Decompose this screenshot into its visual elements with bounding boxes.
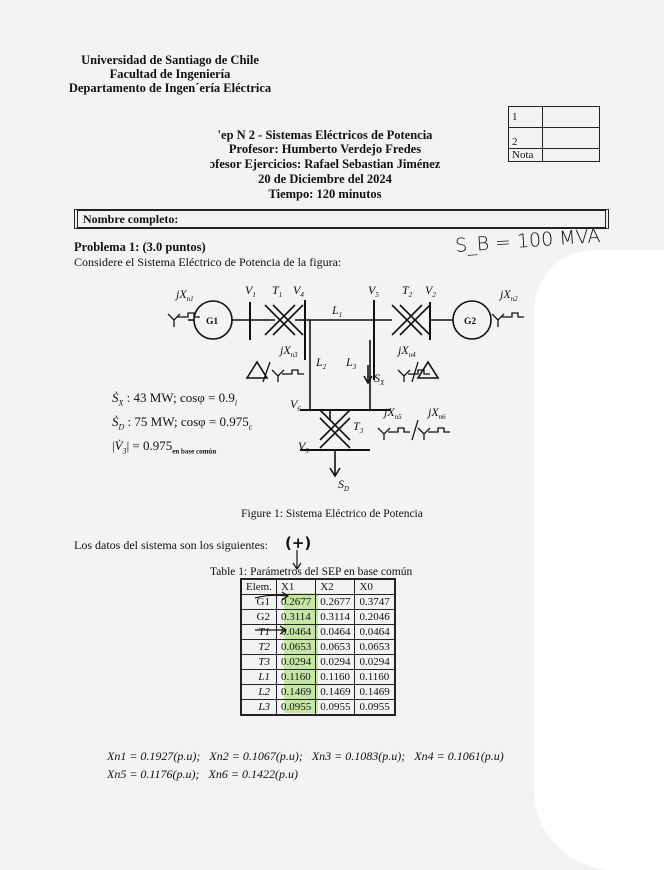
problem-title: Problema 1: (3.0 puntos) bbox=[74, 240, 206, 254]
full-name-field bbox=[74, 209, 609, 229]
svg-text:L1: $L_1$ bbox=[332, 303, 343, 319]
value-cell: 0.3747 bbox=[355, 595, 395, 610]
svg-text:V1: $V_1$ bbox=[245, 283, 256, 299]
jxn2-label: jX bbox=[500, 287, 511, 301]
v1-label: V bbox=[245, 283, 253, 297]
reactances-line-1 bbox=[107, 749, 504, 764]
value-cell: 0.0464 bbox=[276, 625, 315, 640]
g2-label: G2 bbox=[464, 317, 477, 327]
exam-time: Tiempo: 120 minutos bbox=[268, 187, 382, 201]
grade-cell-1 bbox=[543, 107, 600, 128]
svg-text:T1: $T_1$ bbox=[272, 283, 283, 299]
problem-statement: Considere el Sistema Eléctrico de Potencia de la figura: bbox=[74, 255, 342, 269]
element-name-cell: T2 bbox=[241, 640, 276, 655]
header-x1: X1 bbox=[276, 579, 315, 595]
svg-text:L2: $L_2$ bbox=[316, 355, 327, 371]
table-row bbox=[241, 655, 395, 670]
jxn1-sub: n1 bbox=[186, 295, 194, 303]
t3-label: T bbox=[353, 419, 360, 433]
header-x0: X0 bbox=[355, 579, 395, 595]
xn3-value: Xn3 = 0.1083(p.u); bbox=[311, 749, 406, 763]
xn5-value: Xn5 = 0.1176(p.u); bbox=[107, 767, 200, 781]
element-name-cell: G2 bbox=[241, 610, 276, 625]
element-name-cell: L3 bbox=[241, 700, 276, 716]
figure-caption: Figure 1: Sistema Eléctrico de Potencia bbox=[241, 508, 423, 520]
sx-data: Ṡ$_X$ : 43 MW; $\cos\varphi = 0.9_i$ bbox=[112, 390, 238, 408]
value-cell: 0.3114 bbox=[316, 610, 355, 625]
value-cell: 0.1469 bbox=[316, 685, 355, 700]
xn2-value: Xn2 = 0.1067(p.u); bbox=[209, 749, 303, 763]
one-line-diagram bbox=[100, 270, 550, 500]
sx-bus-label: S bbox=[374, 371, 380, 385]
xn6-value: Xn6 = 0.1422(p.u) bbox=[208, 767, 298, 781]
jxn3-label: jX bbox=[280, 343, 291, 357]
table-row bbox=[241, 640, 395, 655]
grade-cell-nota bbox=[543, 149, 600, 162]
value-cell: 0.1160 bbox=[355, 670, 395, 685]
table-caption: Table 1: Parámetros del SEP en base común bbox=[210, 566, 413, 578]
svg-text:V2: $V_2$ bbox=[425, 283, 436, 299]
svg-text:T3: $T_3$ bbox=[353, 419, 364, 435]
value-cell: 0.0294 bbox=[316, 655, 355, 670]
svg-text:jXn1 bbox=[174, 287, 194, 303]
value-cell: 0.3114 bbox=[276, 610, 315, 625]
jxn4-label: jX bbox=[398, 343, 409, 357]
department-name: Departamento de Ingen´ería Eléctrica bbox=[68, 81, 272, 95]
element-name-cell: G1 bbox=[241, 595, 276, 610]
svg-text:V3: $V_3$ bbox=[298, 439, 309, 455]
jxn6-label: jX bbox=[428, 405, 439, 419]
grade-label-1: 1 bbox=[509, 107, 543, 128]
jxn1-label: jX bbox=[176, 287, 187, 301]
g1-label: G1 bbox=[206, 317, 219, 327]
value-cell: 0.1160 bbox=[276, 670, 315, 685]
reactances-line-2 bbox=[107, 767, 298, 782]
value-cell: 0.0653 bbox=[316, 640, 355, 655]
v4-label: V bbox=[293, 283, 301, 297]
value-cell: 0.2677 bbox=[316, 595, 355, 610]
element-name-cell: T1 bbox=[241, 625, 276, 640]
svg-text:SD: $S_D$ bbox=[338, 477, 350, 493]
value-cell: 0.0464 bbox=[316, 625, 355, 640]
university-name: Universidad de Santiago de Chile bbox=[81, 53, 259, 67]
value-cell: 0.1469 bbox=[276, 685, 315, 700]
grade-label-2: 2 bbox=[509, 128, 543, 149]
value-cell: 0.1469 bbox=[355, 685, 395, 700]
handwritten-mark: (+) bbox=[285, 534, 312, 552]
value-cell: 0.0653 bbox=[355, 640, 395, 655]
value-cell: 0.0294 bbox=[355, 655, 395, 670]
full-name-label: Nombre completo: bbox=[83, 212, 179, 226]
grade-box bbox=[508, 106, 600, 162]
table-row bbox=[241, 670, 395, 685]
exam-date: 20 de Diciembre del 2024 bbox=[258, 172, 392, 186]
element-name-cell: L1 bbox=[241, 670, 276, 685]
l2-label: L bbox=[316, 355, 323, 369]
svg-text:jXn5: $jX_{n5}$ bbox=[384, 405, 402, 421]
v5-label: V bbox=[368, 283, 376, 297]
jxn5-label: jX bbox=[384, 405, 395, 419]
l1-label: L bbox=[332, 303, 339, 317]
element-name-cell: T3 bbox=[241, 655, 276, 670]
value-cell: 0.2046 bbox=[355, 610, 395, 625]
svg-text:jXn2: $jX_{n2}$ bbox=[500, 287, 518, 303]
svg-text:V4: $V_4$ bbox=[293, 283, 304, 299]
sd-label: S bbox=[338, 477, 344, 491]
exam-title: 'ep N 2 - Sistemas Eléctricos de Potencia bbox=[217, 128, 433, 142]
value-cell: 0.0653 bbox=[276, 640, 315, 655]
value-cell: 0.2677 bbox=[276, 595, 315, 610]
value-cell: 0.0955 bbox=[316, 700, 355, 716]
table-row bbox=[241, 685, 395, 700]
svg-text:jXn3: $jX_{n3}$ bbox=[280, 343, 298, 359]
svg-text:V6: $V_6$ bbox=[290, 397, 301, 413]
t1-label: T bbox=[272, 283, 279, 297]
faculty-name: Facultad de Ingeniería bbox=[109, 67, 231, 81]
professor: Profesor: Humberto Verdejo Fredes bbox=[228, 142, 422, 156]
svg-text:SX: $S_X$ bbox=[374, 371, 385, 387]
value-cell: 0.0464 bbox=[355, 625, 395, 640]
svg-text:L3: $L_3$ bbox=[346, 355, 357, 371]
header-elem: Elem. bbox=[241, 579, 276, 595]
paper-overlay bbox=[534, 250, 664, 870]
l3-label: L bbox=[346, 355, 353, 369]
data-intro: Los datos del sistema son los siguientes: bbox=[74, 538, 268, 552]
v6-label: V bbox=[290, 397, 298, 411]
grade-cell-2 bbox=[543, 128, 600, 149]
handwritten-base-power: S_B = 100 MVA bbox=[454, 224, 602, 258]
v2-label: V bbox=[425, 283, 433, 297]
v3-label: V bbox=[298, 439, 306, 453]
table-row bbox=[241, 700, 395, 716]
xn1-value: Xn1 = 0.1927(p.u); bbox=[107, 749, 201, 763]
svg-text:V5: $V_5$ bbox=[368, 283, 379, 299]
svg-text:jXn4: $jX_{n4}$ bbox=[398, 343, 416, 359]
value-cell: 0.0294 bbox=[276, 655, 315, 670]
xn4-value: Xn4 = 0.1061(p.u) bbox=[414, 749, 504, 763]
value-cell: 0.0955 bbox=[355, 700, 395, 716]
header-x2: X2 bbox=[316, 579, 355, 595]
element-name-cell: L2 bbox=[241, 685, 276, 700]
grade-label-nota: Nota bbox=[509, 149, 543, 162]
svg-text:T2: $T_2$ bbox=[402, 283, 413, 299]
exercises-professor: ɔfesor Ejercicios: Rafael Sebastian Jiménez bbox=[209, 157, 441, 171]
value-cell: 0.0955 bbox=[276, 700, 315, 716]
sd-data: Ṡ$_D$ : 75 MW; $\cos\varphi = 0.975_c$ bbox=[112, 414, 253, 432]
t2-label: T bbox=[402, 283, 409, 297]
v3-data: $|V̇_3| = 0.975_{en base común}$ bbox=[112, 438, 217, 456]
value-cell: 0.1160 bbox=[316, 670, 355, 685]
handwritten-pointers bbox=[255, 590, 295, 640]
svg-text:jXn6: $jX_{n6}$ bbox=[428, 405, 446, 421]
delta-t1 bbox=[247, 362, 267, 378]
